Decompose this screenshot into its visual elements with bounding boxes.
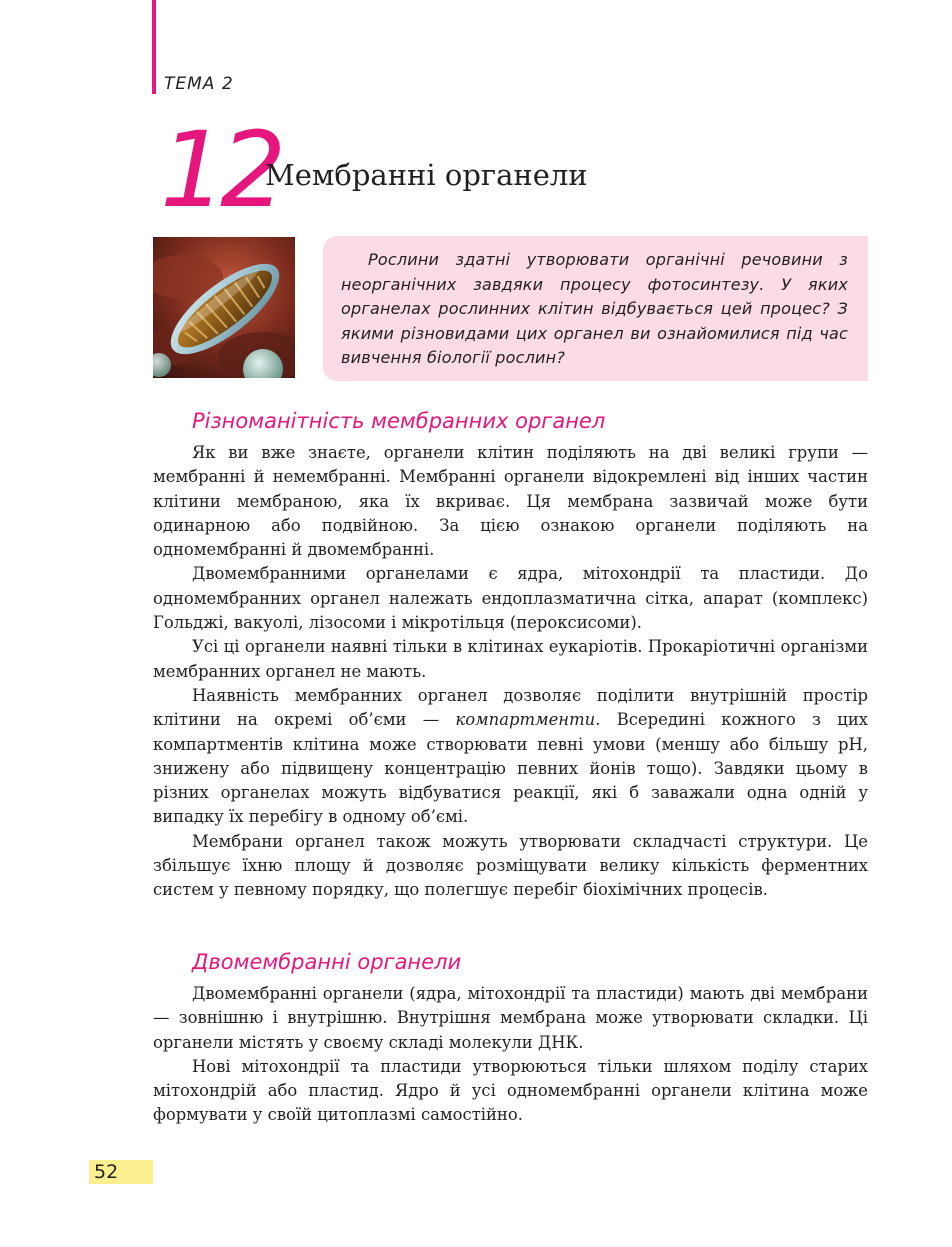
paragraph-text: Наявність мембранних органел дозволяє поділити внутрішній простір клітини на окремі об’єми —	[153, 685, 868, 730]
page-number: 52	[94, 1161, 119, 1183]
margin-accent-bar	[152, 0, 156, 94]
paragraph: Двомембранні органели (ядра, мітохондрії та пластиди) мають дві мембрани — зовнішню і внутрішню. Внутрішня мембрана може утворювати складки. Ці органели містять у своєму складі молекули ДНК.	[153, 984, 868, 1052]
paragraph: Як ви вже знаєте, органели клітин поділяють на дві великі групи — мембранні й немембранні. Мембранні органели відокремлені від інших частин клітини мембраною, яка їх вкриває. Ця мембрана зазвичай може бути одинарною або подвійною. За цією ознакою органели поділяють на одномембранні й двомембранні.	[153, 443, 868, 560]
lesson-title: Мембранні органели	[265, 158, 588, 192]
mitochondrion-image	[153, 237, 295, 378]
intro-question-box	[323, 236, 868, 381]
section-body-diversity	[153, 441, 868, 903]
paragraph: Усі ці органели наявні тільки в клітинах еукаріотів. Прокаріотичні організми мембранних органел не мають.	[153, 637, 868, 681]
paragraph: Двомембранними органелами є ядра, мітохондрії та пластиди. До одномембранних органел належать ендоплазматична сітка, апарат (комплекс) Гольджі, вакуолі, лізосоми і мікротільця (пероксисоми).	[153, 564, 868, 633]
lesson-number: 12	[160, 109, 281, 231]
topic-label: ТЕМА 2	[164, 74, 234, 94]
section-heading-double-membrane: Двомембранні органели	[192, 950, 462, 974]
paragraph: Мембрани органел також можуть утворювати складчасті структури. Це збільшує їхню площу й дозволяє розміщувати велику кількість ферментних систем у певному порядку, що полегшує перебіг біохімічних процесів.	[153, 831, 868, 900]
paragraph-compartments	[153, 684, 868, 830]
section-heading-diversity: Різноманітність мембранних органел	[192, 409, 606, 433]
section-body-double-membrane	[153, 982, 868, 1128]
intro-question-text: Рослини здатні утворювати органічні речовини з неорганічних завдяки процесу фотосинтезу. У яких органелах рослинних клітин відбувається цей процес? З якими різновидами цих органел ви ознайомилися під час вивчення біології рослин?	[341, 250, 848, 367]
term-compartments: компартменти	[455, 710, 596, 730]
paragraph: Нові мітохондрії та пластиди утворюються тільки шляхом поділу старих мітохондрій або пластид. Ядро й усі одномембранні органели клітина може формувати у своїй цитоплазмі самостійно.	[153, 1056, 868, 1125]
paragraph-text: . Всередині кожного з цих компартментів клітина може створювати певні умови (меншу або більшу pH, знижену або підвищену концентрацію певних йонів тощо). Завдяки цьому в різних органелах можуть відбуватися реакції, які б заважали одна одній у випадку їх перебігу в одному об’ємі.	[153, 710, 868, 827]
